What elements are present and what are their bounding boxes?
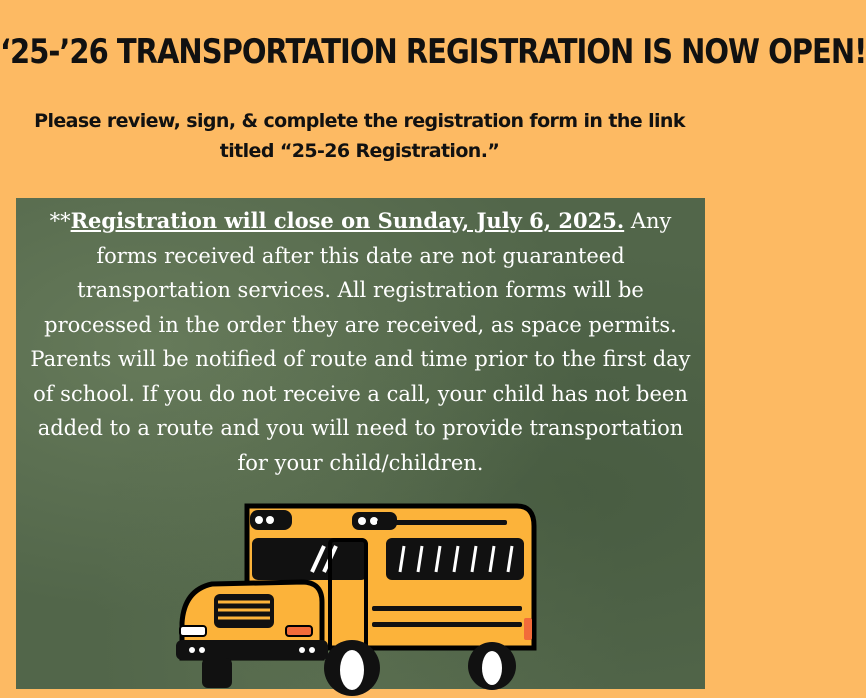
instructions-text: Please review, sign, & complete the registration form in the link titled “25-26 Registration.” bbox=[34, 110, 685, 162]
deadline-text: Registration will close on Sunday, July 6, 2025. bbox=[70, 208, 625, 233]
school-bus-icon bbox=[162, 498, 532, 698]
notice-body: Any forms received after this date are not guaranteed transportation services. All registration forms will be processed in the order they are received, as space permits. Parents will be notified of route and time prior to the first day of school. If you do not receive a call, your child has not been added to a route and you will need to provide transportation for your child/children. bbox=[30, 209, 691, 475]
notice-text bbox=[30, 204, 691, 480]
notice-prefix: ** bbox=[49, 209, 71, 233]
chalkboard-panel bbox=[16, 198, 705, 689]
page-title: ‘25-’26 TRANSPORTATION REGISTRATION IS NOW OPEN! bbox=[0, 30, 866, 72]
